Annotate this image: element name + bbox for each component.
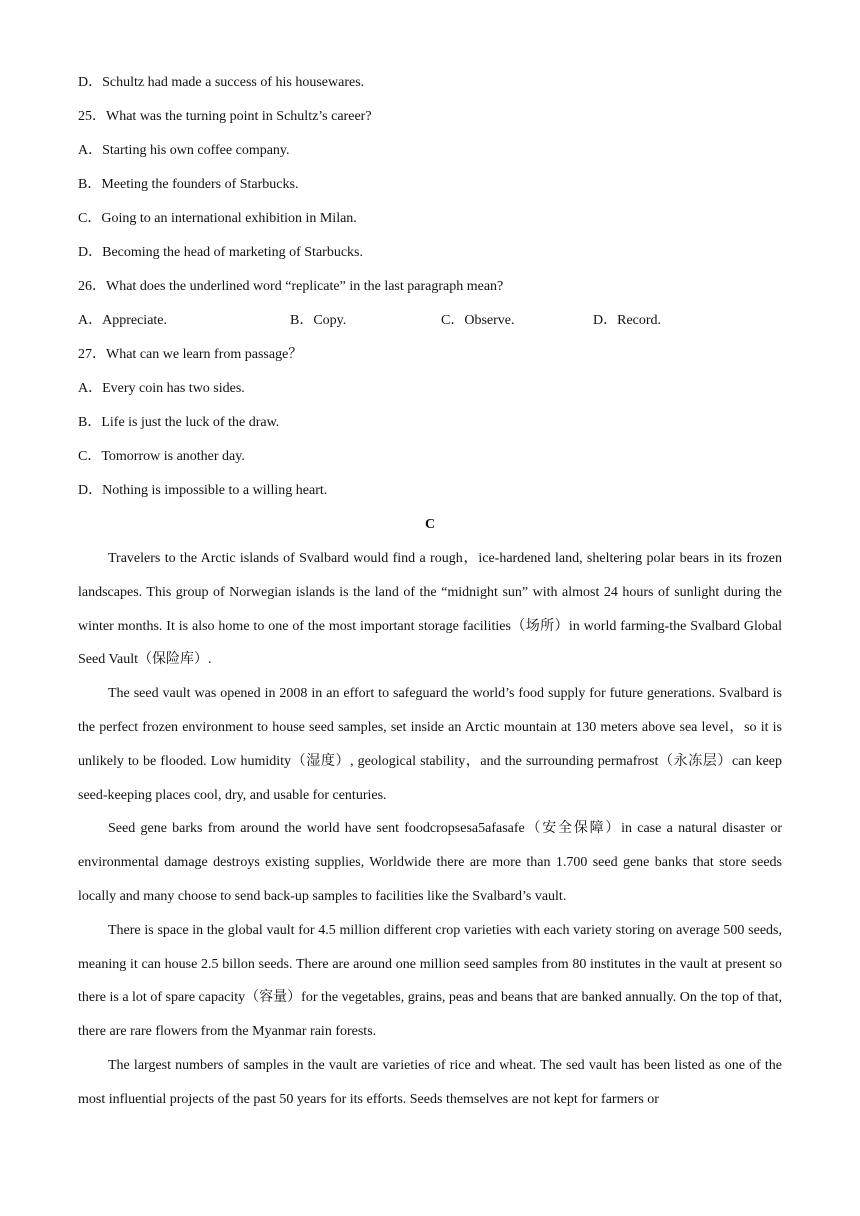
passage-paragraph: The seed vault was opened in 2008 in an effort to safeguard the world’s food supply for future generations. Svalbard is the perfect frozen environment to house seed samples, set inside an Arctic mountain at 130 meters above sea level，so it is unlikely to be flooded. Low humidity（湿度）, geological stability，and the surrounding permafrost（永冻层）can keep seed-keeping places cool, dry, and usable for centuries. <box>78 686 782 803</box>
passage-paragraph: Travelers to the Arctic islands of Svalbard would find a rough，ice-hardened land, sheltering polar bears in its frozen landscapes. This group of Norwegian islands is the land of the “midnight sun” with almost 24 hours of sunlight during the winter months. It is also home to one of the most important storage facilities（场所）in world farming-the Svalbard Global Seed Vault（保险库）. <box>78 551 782 668</box>
section-heading: C <box>424 517 436 532</box>
q27-option-d: D．Nothing is impossible to a willing heart. <box>78 483 328 498</box>
q25-question: 25．What was the turning point in Schultz’s career? <box>78 109 372 124</box>
q27-option-a: A．Every coin has two sides. <box>78 381 245 396</box>
q27-option-c: C．Tomorrow is another day. <box>78 449 245 464</box>
q25-option-d: D．Becoming the head of marketing of Starbucks. <box>78 245 363 260</box>
q26-option-d: D．Record. <box>593 313 662 328</box>
q26-option-b: B．Copy. <box>290 313 347 328</box>
q25-option-c: C．Going to an international exhibition in Milan. <box>78 211 357 226</box>
q26-question: 26．What does the underlined word “replicate” in the last paragraph mean? <box>78 279 504 294</box>
q24-option-d: D．Schultz had made a success of his housewares. <box>78 75 365 90</box>
q26-option-a: A．Appreciate. <box>78 313 168 328</box>
q26-option-c: C．Observe. <box>441 313 515 328</box>
passage-paragraph: Seed gene barks from around the world have sent foodcropsesa5afasafe（安全保障）in case a natural disaster or environmental damage destroys existing supplies, Worldwide there are more than 1.700 seed gene banks that store seeds locally and many choose to send back-up samples to facilities like the Svalbard’s vault. <box>78 821 782 904</box>
q25-option-a: A．Starting his own coffee company. <box>78 143 290 158</box>
passage-paragraph: The largest numbers of samples in the vault are varieties of rice and wheat. The sed vault has been listed as one of the most influential projects of the past 50 years for its efforts. Seeds themselves are not kept for farmers or <box>78 1057 782 1107</box>
q25-option-b: B．Meeting the founders of Starbucks. <box>78 177 299 192</box>
q27-question: 27．What can we learn from passage？ <box>78 347 303 362</box>
exam-page <box>78 66 782 1117</box>
q27-option-b: B．Life is just the luck of the draw. <box>78 415 280 430</box>
passage-paragraph: There is space in the global vault for 4.5 million different crop varieties with each variety storing on average 500 seeds, meaning it can house 2.5 billon seeds. There are around one million seed samples from 80 institutes in the vault at present so there is a lot of spare capacity（容量）for the vegetables, grains, peas and beans that are banked annually. On the top of that, there are rare flowers from the Myanmar rain forests. <box>78 922 782 1040</box>
q26-options <box>78 304 782 338</box>
